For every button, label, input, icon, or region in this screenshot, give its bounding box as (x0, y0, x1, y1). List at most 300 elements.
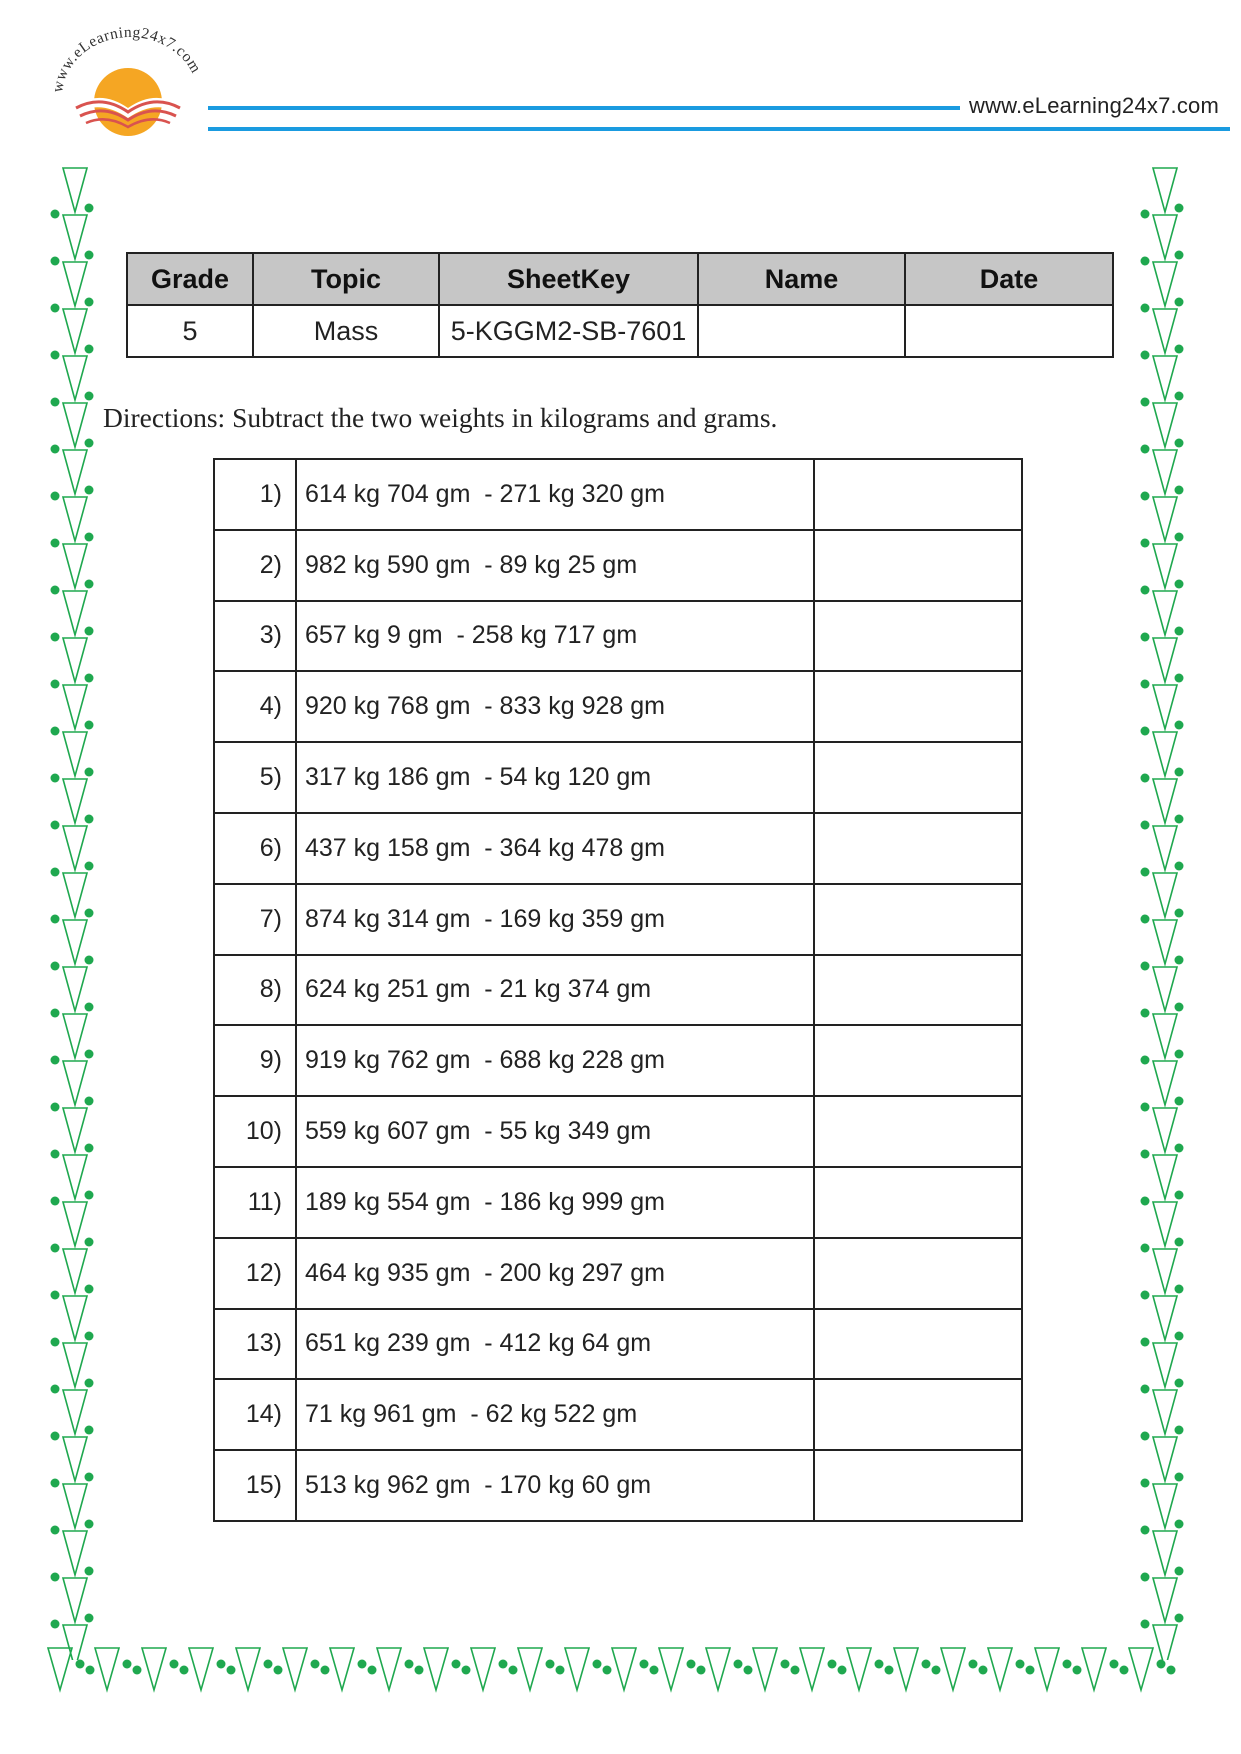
border-dot (85, 439, 94, 448)
border-triangle (1035, 1648, 1059, 1690)
border-dot (1175, 580, 1184, 589)
border-triangle (1153, 215, 1177, 259)
border-triangle (63, 544, 87, 588)
border-dot (1141, 821, 1150, 830)
border-triangle (63, 1296, 87, 1340)
border-triangle (1153, 544, 1177, 588)
border-triangle (847, 1648, 871, 1690)
border-triangle (236, 1648, 260, 1690)
border-dot (51, 1526, 60, 1535)
border-dot (368, 1666, 377, 1675)
border-dot (85, 298, 94, 307)
problem-row (214, 813, 1022, 884)
border-triangle (518, 1648, 542, 1690)
problem-expression: 651 kg 239 gm - 412 kg 64 gm (296, 1309, 814, 1380)
border-triangle (189, 1648, 213, 1690)
answer-box[interactable] (814, 601, 1022, 672)
border-dot (85, 1050, 94, 1059)
name-field[interactable] (698, 305, 905, 357)
border-triangle (63, 1437, 87, 1481)
border-triangle (48, 1648, 72, 1690)
border-triangle (63, 1061, 87, 1105)
topic-value: Mass (253, 305, 439, 357)
problem-number: 7) (214, 884, 296, 955)
grade-header: Grade (127, 253, 253, 305)
elearning-logo (40, 22, 225, 152)
answer-box[interactable] (814, 1025, 1022, 1096)
problem-row (214, 1309, 1022, 1380)
border-triangle (63, 497, 87, 541)
border-dot (1141, 539, 1150, 548)
problem-number: 5) (214, 742, 296, 813)
border-dot (51, 962, 60, 971)
border-triangle (1153, 826, 1177, 870)
border-dot (1110, 1660, 1119, 1669)
problem-expression: 657 kg 9 gm - 258 kg 717 gm (296, 601, 814, 672)
border-triangle (63, 1014, 87, 1058)
border-triangle (1129, 1648, 1153, 1690)
problem-number: 13) (214, 1309, 296, 1380)
border-triangle (1153, 638, 1177, 682)
border-triangle (63, 1390, 87, 1434)
border-dot (1026, 1666, 1035, 1675)
border-dot (321, 1666, 330, 1675)
border-dot (1175, 392, 1184, 401)
border-dot (1175, 1144, 1184, 1153)
border-dot (838, 1666, 847, 1675)
problem-expression: 71 kg 961 gm - 62 kg 522 gm (296, 1379, 814, 1450)
border-dot (180, 1666, 189, 1675)
answer-box[interactable] (814, 955, 1022, 1026)
border-triangle (1153, 356, 1177, 400)
problem-row (214, 1167, 1022, 1238)
border-dot (1157, 1660, 1166, 1669)
answer-box[interactable] (814, 742, 1022, 813)
border-triangle (706, 1648, 730, 1690)
border-dot (85, 533, 94, 542)
border-dot (1175, 1332, 1184, 1341)
border-dot (1141, 1338, 1150, 1347)
answer-box[interactable] (814, 1379, 1022, 1450)
border-dot (885, 1666, 894, 1675)
problem-number: 15) (214, 1450, 296, 1521)
problem-expression: 189 kg 554 gm - 186 kg 999 gm (296, 1167, 814, 1238)
problem-row (214, 1238, 1022, 1309)
border-triangle (63, 1202, 87, 1246)
border-dot (1175, 1520, 1184, 1529)
border-dot (1175, 815, 1184, 824)
border-dot (85, 1285, 94, 1294)
border-dot (1175, 909, 1184, 918)
problem-row (214, 459, 1022, 530)
answer-box[interactable] (814, 1238, 1022, 1309)
border-dot (1141, 1291, 1150, 1300)
border-dot (1175, 204, 1184, 213)
border-triangle (1153, 1484, 1177, 1528)
problem-expression: 982 kg 590 gm - 89 kg 25 gm (296, 530, 814, 601)
border-dot (85, 1191, 94, 1200)
problem-number: 3) (214, 601, 296, 672)
border-dot (85, 956, 94, 965)
border-dot (1141, 445, 1150, 454)
border-dot (227, 1666, 236, 1675)
problem-number: 10) (214, 1096, 296, 1167)
border-dot (51, 304, 60, 313)
border-dot (51, 1385, 60, 1394)
border-dot (51, 1338, 60, 1347)
border-dot (593, 1660, 602, 1669)
date-field[interactable] (905, 305, 1113, 357)
problem-expression: 437 kg 158 gm - 364 kg 478 gm (296, 813, 814, 884)
border-dot (51, 257, 60, 266)
border-dot (499, 1660, 508, 1669)
border-triangle (63, 920, 87, 964)
answer-box[interactable] (814, 1309, 1022, 1380)
problem-number: 6) (214, 813, 296, 884)
border-dot (1141, 868, 1150, 877)
border-dot (85, 721, 94, 730)
border-dot (1175, 1285, 1184, 1294)
border-dot (51, 1103, 60, 1112)
border-triangle (1153, 1014, 1177, 1058)
problems-table (213, 458, 1023, 1522)
problem-row (214, 742, 1022, 813)
border-dot (1175, 1191, 1184, 1200)
date-header: Date (905, 253, 1113, 305)
border-dot (1175, 1238, 1184, 1247)
border-dot (828, 1660, 837, 1669)
border-dot (51, 774, 60, 783)
border-dot (133, 1666, 142, 1675)
border-triangle (1153, 262, 1177, 306)
border-triangle (63, 262, 87, 306)
border-dot (1016, 1660, 1025, 1669)
answer-box[interactable] (814, 459, 1022, 530)
grade-value: 5 (127, 305, 253, 357)
answer-box[interactable] (814, 813, 1022, 884)
border-triangle (63, 967, 87, 1011)
border-dot (51, 680, 60, 689)
border-dot (1175, 298, 1184, 307)
problem-row (214, 1450, 1022, 1521)
border-triangle (1153, 920, 1177, 964)
problem-number: 4) (214, 671, 296, 742)
border-dot (1141, 962, 1150, 971)
border-dot (875, 1660, 884, 1669)
border-dot (217, 1660, 226, 1669)
header-rule-top (208, 106, 960, 110)
border-dot (932, 1666, 941, 1675)
border-dot (1141, 586, 1150, 595)
border-triangle (565, 1648, 589, 1690)
border-dot (1175, 674, 1184, 683)
border-triangle (63, 779, 87, 823)
border-dot (687, 1660, 696, 1669)
border-triangle (1153, 403, 1177, 447)
border-dot (85, 674, 94, 683)
border-dot (1141, 915, 1150, 924)
border-dot (1141, 304, 1150, 313)
info-header-row (127, 253, 1113, 305)
border-dot (1175, 486, 1184, 495)
border-triangle (63, 1531, 87, 1575)
border-triangle (63, 168, 87, 212)
border-dot (1175, 439, 1184, 448)
border-dot (1141, 1432, 1150, 1441)
border-dot (1175, 1567, 1184, 1576)
border-dot (85, 1520, 94, 1529)
border-dot (358, 1660, 367, 1669)
border-triangle (63, 1155, 87, 1199)
border-triangle (330, 1648, 354, 1690)
border-dot (51, 586, 60, 595)
border-triangle (424, 1648, 448, 1690)
border-triangle (63, 356, 87, 400)
border-triangle (1153, 685, 1177, 729)
border-dot (51, 915, 60, 924)
border-dot (1175, 1003, 1184, 1012)
problem-number: 11) (214, 1167, 296, 1238)
border-triangle (63, 685, 87, 729)
border-dot (1175, 627, 1184, 636)
border-triangle (63, 1484, 87, 1528)
border-dot (1141, 257, 1150, 266)
border-dot (85, 768, 94, 777)
border-triangle (1153, 1437, 1177, 1481)
problem-number: 9) (214, 1025, 296, 1096)
problem-expression: 624 kg 251 gm - 21 kg 374 gm (296, 955, 814, 1026)
problem-expression: 513 kg 962 gm - 170 kg 60 gm (296, 1450, 814, 1521)
border-triangle (1153, 1061, 1177, 1105)
answer-box[interactable] (814, 671, 1022, 742)
border-dot (85, 1379, 94, 1388)
logo-text: www.eLearning24x7.com (49, 23, 205, 94)
border-dot (781, 1660, 790, 1669)
border-dot (640, 1660, 649, 1669)
left-decorative-border (40, 160, 100, 1660)
problem-number: 1) (214, 459, 296, 530)
border-dot (1141, 774, 1150, 783)
border-dot (1141, 1573, 1150, 1582)
problem-expression: 614 kg 704 gm - 271 kg 320 gm (296, 459, 814, 530)
problem-row (214, 884, 1022, 955)
problem-row (214, 1379, 1022, 1450)
border-triangle (1153, 967, 1177, 1011)
border-dot (51, 1197, 60, 1206)
border-triangle (612, 1648, 636, 1690)
border-triangle (1153, 1343, 1177, 1387)
border-dot (1073, 1666, 1082, 1675)
answer-box[interactable] (814, 1096, 1022, 1167)
border-dot (1141, 1056, 1150, 1065)
border-dot (603, 1666, 612, 1675)
border-triangle (63, 591, 87, 635)
border-dot (452, 1660, 461, 1669)
problem-number: 8) (214, 955, 296, 1026)
border-dot (546, 1660, 555, 1669)
border-dot (85, 1614, 94, 1623)
border-dot (979, 1666, 988, 1675)
border-dot (650, 1666, 659, 1675)
border-triangle (1153, 309, 1177, 353)
border-dot (744, 1666, 753, 1675)
border-triangle (1153, 1578, 1177, 1622)
answer-box[interactable] (814, 1450, 1022, 1521)
border-dot (1141, 1009, 1150, 1018)
border-dot (274, 1666, 283, 1675)
border-triangle (1153, 1531, 1177, 1575)
bottom-decorative-border (40, 1628, 1190, 1698)
right-decorative-border (1130, 160, 1190, 1660)
border-dot (51, 445, 60, 454)
border-dot (264, 1660, 273, 1669)
border-dot (734, 1660, 743, 1669)
info-value-row (127, 305, 1113, 357)
border-dot (556, 1666, 565, 1675)
border-dot (85, 1567, 94, 1576)
border-dot (85, 392, 94, 401)
answer-box[interactable] (814, 530, 1022, 601)
border-dot (922, 1660, 931, 1669)
problem-expression: 559 kg 607 gm - 55 kg 349 gm (296, 1096, 814, 1167)
border-dot (85, 1003, 94, 1012)
border-dot (85, 486, 94, 495)
border-dot (969, 1660, 978, 1669)
border-triangle (283, 1648, 307, 1690)
border-triangle (63, 1108, 87, 1152)
border-triangle (1153, 1390, 1177, 1434)
directions-text: Directions: Subtract the two weights in kilograms and grams. (103, 402, 778, 433)
problem-expression: 317 kg 186 gm - 54 kg 120 gm (296, 742, 814, 813)
border-dot (1175, 1614, 1184, 1623)
border-dot (51, 1573, 60, 1582)
problem-row (214, 1025, 1022, 1096)
problem-row (214, 1096, 1022, 1167)
border-dot (462, 1666, 471, 1675)
border-dot (1175, 1379, 1184, 1388)
border-dot (170, 1660, 179, 1669)
problem-expression: 874 kg 314 gm - 169 kg 359 gm (296, 884, 814, 955)
border-triangle (1153, 497, 1177, 541)
border-dot (76, 1660, 85, 1669)
border-dot (85, 1238, 94, 1247)
border-dot (51, 1432, 60, 1441)
border-triangle (63, 403, 87, 447)
border-dot (85, 251, 94, 260)
border-dot (85, 1097, 94, 1106)
border-triangle (63, 450, 87, 494)
border-triangle (1153, 1108, 1177, 1152)
border-dot (1141, 680, 1150, 689)
border-triangle (142, 1648, 166, 1690)
name-header: Name (698, 253, 905, 305)
answer-box[interactable] (814, 884, 1022, 955)
border-dot (791, 1666, 800, 1675)
border-triangle (63, 826, 87, 870)
border-dot (51, 1291, 60, 1300)
border-triangle (1153, 1249, 1177, 1293)
border-dot (1141, 1197, 1150, 1206)
border-dot (85, 909, 94, 918)
border-dot (509, 1666, 518, 1675)
border-dot (51, 492, 60, 501)
sheetkey-value: 5-KGGM2-SB-7601 (439, 305, 698, 357)
border-dot (1141, 1526, 1150, 1535)
border-dot (1141, 633, 1150, 642)
border-dot (51, 1244, 60, 1253)
border-dot (1175, 768, 1184, 777)
border-dot (1175, 862, 1184, 871)
border-dot (1141, 1103, 1150, 1112)
border-dot (51, 821, 60, 830)
border-dot (85, 204, 94, 213)
border-dot (311, 1660, 320, 1669)
border-triangle (988, 1648, 1012, 1690)
border-dot (1141, 492, 1150, 501)
border-triangle (1153, 779, 1177, 823)
border-dot (51, 633, 60, 642)
problem-expression: 919 kg 762 gm - 688 kg 228 gm (296, 1025, 814, 1096)
problem-expression: 920 kg 768 gm - 833 kg 928 gm (296, 671, 814, 742)
border-dot (85, 1473, 94, 1482)
border-dot (51, 539, 60, 548)
border-dot (1141, 1385, 1150, 1394)
border-dot (1175, 1473, 1184, 1482)
site-url: www.eLearning24x7.com (968, 93, 1219, 118)
border-triangle (1153, 591, 1177, 635)
border-triangle (894, 1648, 918, 1690)
problem-row (214, 530, 1022, 601)
border-dot (405, 1660, 414, 1669)
border-dot (415, 1666, 424, 1675)
border-triangle (1153, 168, 1177, 212)
border-dot (1175, 1050, 1184, 1059)
border-triangle (800, 1648, 824, 1690)
border-dot (86, 1666, 95, 1675)
border-dot (123, 1660, 132, 1669)
border-triangle (377, 1648, 401, 1690)
border-dot (1175, 1097, 1184, 1106)
border-triangle (63, 309, 87, 353)
answer-box[interactable] (814, 1167, 1022, 1238)
problem-number: 2) (214, 530, 296, 601)
border-dot (1141, 1244, 1150, 1253)
border-triangle (1153, 873, 1177, 917)
border-dot (51, 727, 60, 736)
border-dot (1141, 727, 1150, 736)
problem-expression: 464 kg 935 gm - 200 kg 297 gm (296, 1238, 814, 1309)
border-triangle (753, 1648, 777, 1690)
problem-row (214, 955, 1022, 1026)
border-dot (697, 1666, 706, 1675)
border-dot (85, 627, 94, 636)
border-triangle (1153, 450, 1177, 494)
border-triangle (659, 1648, 683, 1690)
border-dot (1175, 956, 1184, 965)
border-triangle (63, 732, 87, 776)
border-dot (85, 1426, 94, 1435)
topic-header: Topic (253, 253, 439, 305)
border-triangle (941, 1648, 965, 1690)
problem-row (214, 601, 1022, 672)
border-dot (51, 868, 60, 877)
problem-number: 12) (214, 1238, 296, 1309)
border-dot (1175, 1426, 1184, 1435)
border-dot (1175, 251, 1184, 260)
border-dot (1141, 351, 1150, 360)
border-dot (85, 1332, 94, 1341)
border-dot (51, 351, 60, 360)
